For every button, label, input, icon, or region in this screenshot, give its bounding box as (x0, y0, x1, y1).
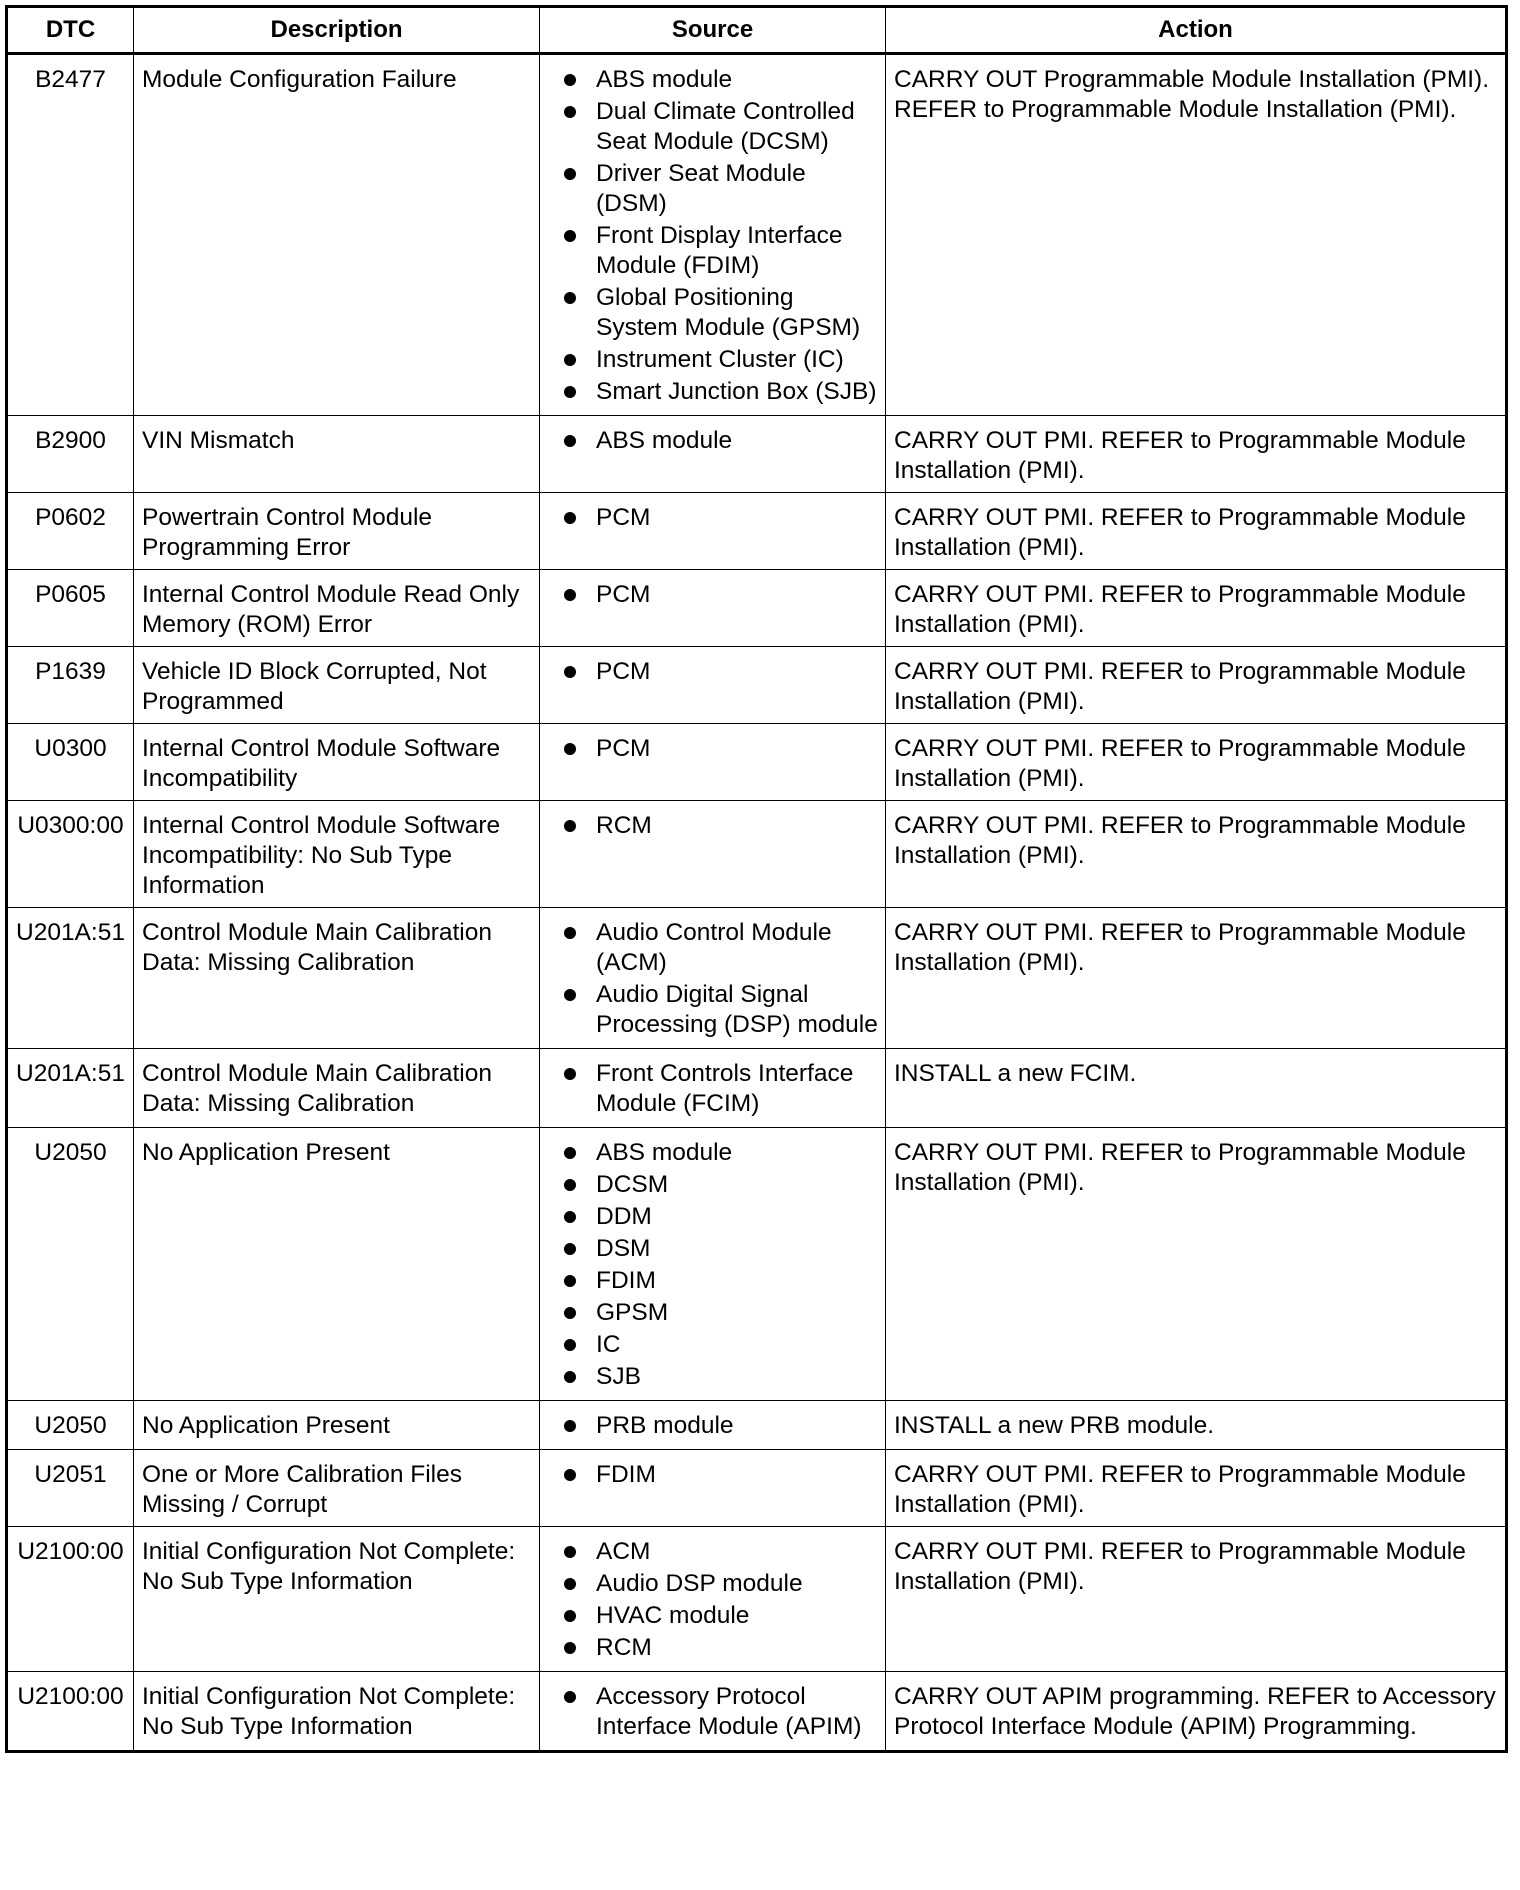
source-list (560, 811, 879, 841)
source-list (560, 1537, 879, 1663)
source-cell (540, 1527, 886, 1672)
dtc-description: Internal Control Module Read Only Memory (ROM) Error (134, 570, 540, 647)
source-item: Dual Climate Controlled Seat Module (DCSM) (560, 97, 879, 157)
source-cell (540, 416, 886, 493)
table-row (7, 1049, 1507, 1128)
action-text: CARRY OUT PMI. REFER to Programmable Module Installation (PMI). (886, 908, 1507, 1049)
table-body (7, 54, 1507, 1752)
source-item: PCM (560, 503, 879, 533)
action-text: CARRY OUT APIM programming. REFER to Accessory Protocol Interface Module (APIM) Programming. (886, 1672, 1507, 1752)
source-cell (540, 908, 886, 1049)
source-list (560, 1138, 879, 1392)
action-text: CARRY OUT PMI. REFER to Programmable Module Installation (PMI). (886, 570, 1507, 647)
source-item: RCM (560, 811, 879, 841)
dtc-description: No Application Present (134, 1128, 540, 1401)
source-cell (540, 724, 886, 801)
dtc-code: U2050 (7, 1128, 134, 1401)
source-item: PRB module (560, 1411, 879, 1441)
source-item: PCM (560, 734, 879, 764)
dtc-description: Control Module Main Calibration Data: Missing Calibration (134, 908, 540, 1049)
dtc-description: Module Configuration Failure (134, 54, 540, 416)
source-item: Front Controls Interface Module (FCIM) (560, 1059, 879, 1119)
dtc-description: VIN Mismatch (134, 416, 540, 493)
action-text: CARRY OUT PMI. REFER to Programmable Module Installation (PMI). (886, 493, 1507, 570)
table-row (7, 1672, 1507, 1752)
table-row (7, 647, 1507, 724)
dtc-description: Powertrain Control Module Programming Error (134, 493, 540, 570)
header-source: Source (540, 7, 886, 54)
source-item: RCM (560, 1633, 879, 1663)
source-item: HVAC module (560, 1601, 879, 1631)
table-row (7, 1450, 1507, 1527)
source-cell (540, 1128, 886, 1401)
table-row (7, 570, 1507, 647)
dtc-description: No Application Present (134, 1401, 540, 1450)
source-list (560, 580, 879, 610)
source-item: Audio DSP module (560, 1569, 879, 1599)
table-row (7, 416, 1507, 493)
action-text: INSTALL a new PRB module. (886, 1401, 1507, 1450)
dtc-table (5, 5, 1508, 1753)
source-item: Driver Seat Module (DSM) (560, 159, 879, 219)
source-list (560, 1460, 879, 1490)
table-row (7, 801, 1507, 908)
dtc-code: U2050 (7, 1401, 134, 1450)
source-list (560, 1059, 879, 1119)
source-cell (540, 54, 886, 416)
action-text: INSTALL a new FCIM. (886, 1049, 1507, 1128)
source-item: ABS module (560, 65, 879, 95)
source-list (560, 918, 879, 1040)
source-list (560, 1682, 879, 1742)
dtc-description: Internal Control Module Software Incompatibility (134, 724, 540, 801)
source-item: ACM (560, 1537, 879, 1567)
action-text: CARRY OUT PMI. REFER to Programmable Module Installation (PMI). (886, 724, 1507, 801)
table-row (7, 1527, 1507, 1672)
table-row (7, 54, 1507, 416)
table-row (7, 908, 1507, 1049)
source-item: DDM (560, 1202, 879, 1232)
source-item: Audio Control Module (ACM) (560, 918, 879, 978)
table-row (7, 1128, 1507, 1401)
action-text: CARRY OUT PMI. REFER to Programmable Module Installation (PMI). (886, 801, 1507, 908)
header-dtc: DTC (7, 7, 134, 54)
dtc-code: U2100:00 (7, 1672, 134, 1752)
dtc-code: U201A:51 (7, 908, 134, 1049)
table-row (7, 493, 1507, 570)
source-item: FDIM (560, 1266, 879, 1296)
source-item: GPSM (560, 1298, 879, 1328)
source-cell (540, 1672, 886, 1752)
source-item: ABS module (560, 1138, 879, 1168)
dtc-code: P1639 (7, 647, 134, 724)
source-item: DCSM (560, 1170, 879, 1200)
action-text: CARRY OUT PMI. REFER to Programmable Module Installation (PMI). (886, 1450, 1507, 1527)
dtc-description: One or More Calibration Files Missing / Corrupt (134, 1450, 540, 1527)
header-description: Description (134, 7, 540, 54)
dtc-description: Internal Control Module Software Incompatibility: No Sub Type Information (134, 801, 540, 908)
source-item: PCM (560, 657, 879, 687)
dtc-description: Control Module Main Calibration Data: Missing Calibration (134, 1049, 540, 1128)
source-cell (540, 1401, 886, 1450)
source-item: Instrument Cluster (IC) (560, 345, 879, 375)
source-cell (540, 801, 886, 908)
source-item: ABS module (560, 426, 879, 456)
dtc-code: P0602 (7, 493, 134, 570)
table-row (7, 724, 1507, 801)
dtc-code: P0605 (7, 570, 134, 647)
header-row (7, 7, 1507, 54)
source-list (560, 1411, 879, 1441)
header-action: Action (886, 7, 1507, 54)
action-text: CARRY OUT PMI. REFER to Programmable Module Installation (PMI). (886, 416, 1507, 493)
source-item: Smart Junction Box (SJB) (560, 377, 879, 407)
source-item: FDIM (560, 1460, 879, 1490)
source-cell (540, 1049, 886, 1128)
table-header (7, 7, 1507, 54)
source-item: SJB (560, 1362, 879, 1392)
dtc-code: U2100:00 (7, 1527, 134, 1672)
source-cell (540, 1450, 886, 1527)
source-item: PCM (560, 580, 879, 610)
dtc-description: Vehicle ID Block Corrupted, Not Programmed (134, 647, 540, 724)
source-item: DSM (560, 1234, 879, 1264)
dtc-code: U0300 (7, 724, 134, 801)
dtc-code: U2051 (7, 1450, 134, 1527)
source-item: Accessory Protocol Interface Module (APIM) (560, 1682, 879, 1742)
source-list (560, 503, 879, 533)
dtc-code: B2900 (7, 416, 134, 493)
dtc-code: U0300:00 (7, 801, 134, 908)
table-row (7, 1401, 1507, 1450)
action-text: CARRY OUT PMI. REFER to Programmable Module Installation (PMI). (886, 1128, 1507, 1401)
dtc-description: Initial Configuration Not Complete: No Sub Type Information (134, 1527, 540, 1672)
dtc-code: U201A:51 (7, 1049, 134, 1128)
source-cell (540, 570, 886, 647)
action-text: CARRY OUT PMI. REFER to Programmable Module Installation (PMI). (886, 647, 1507, 724)
source-cell (540, 647, 886, 724)
action-text: CARRY OUT Programmable Module Installation (PMI). REFER to Programmable Module Installation (PMI). (886, 54, 1507, 416)
source-list (560, 734, 879, 764)
source-item: Front Display Interface Module (FDIM) (560, 221, 879, 281)
source-cell (540, 493, 886, 570)
dtc-code: B2477 (7, 54, 134, 416)
source-list (560, 657, 879, 687)
source-list (560, 426, 879, 456)
dtc-description: Initial Configuration Not Complete: No Sub Type Information (134, 1672, 540, 1752)
source-item: IC (560, 1330, 879, 1360)
action-text: CARRY OUT PMI. REFER to Programmable Module Installation (PMI). (886, 1527, 1507, 1672)
source-item: Global Positioning System Module (GPSM) (560, 283, 879, 343)
source-item: Audio Digital Signal Processing (DSP) module (560, 980, 879, 1040)
source-list (560, 65, 879, 407)
